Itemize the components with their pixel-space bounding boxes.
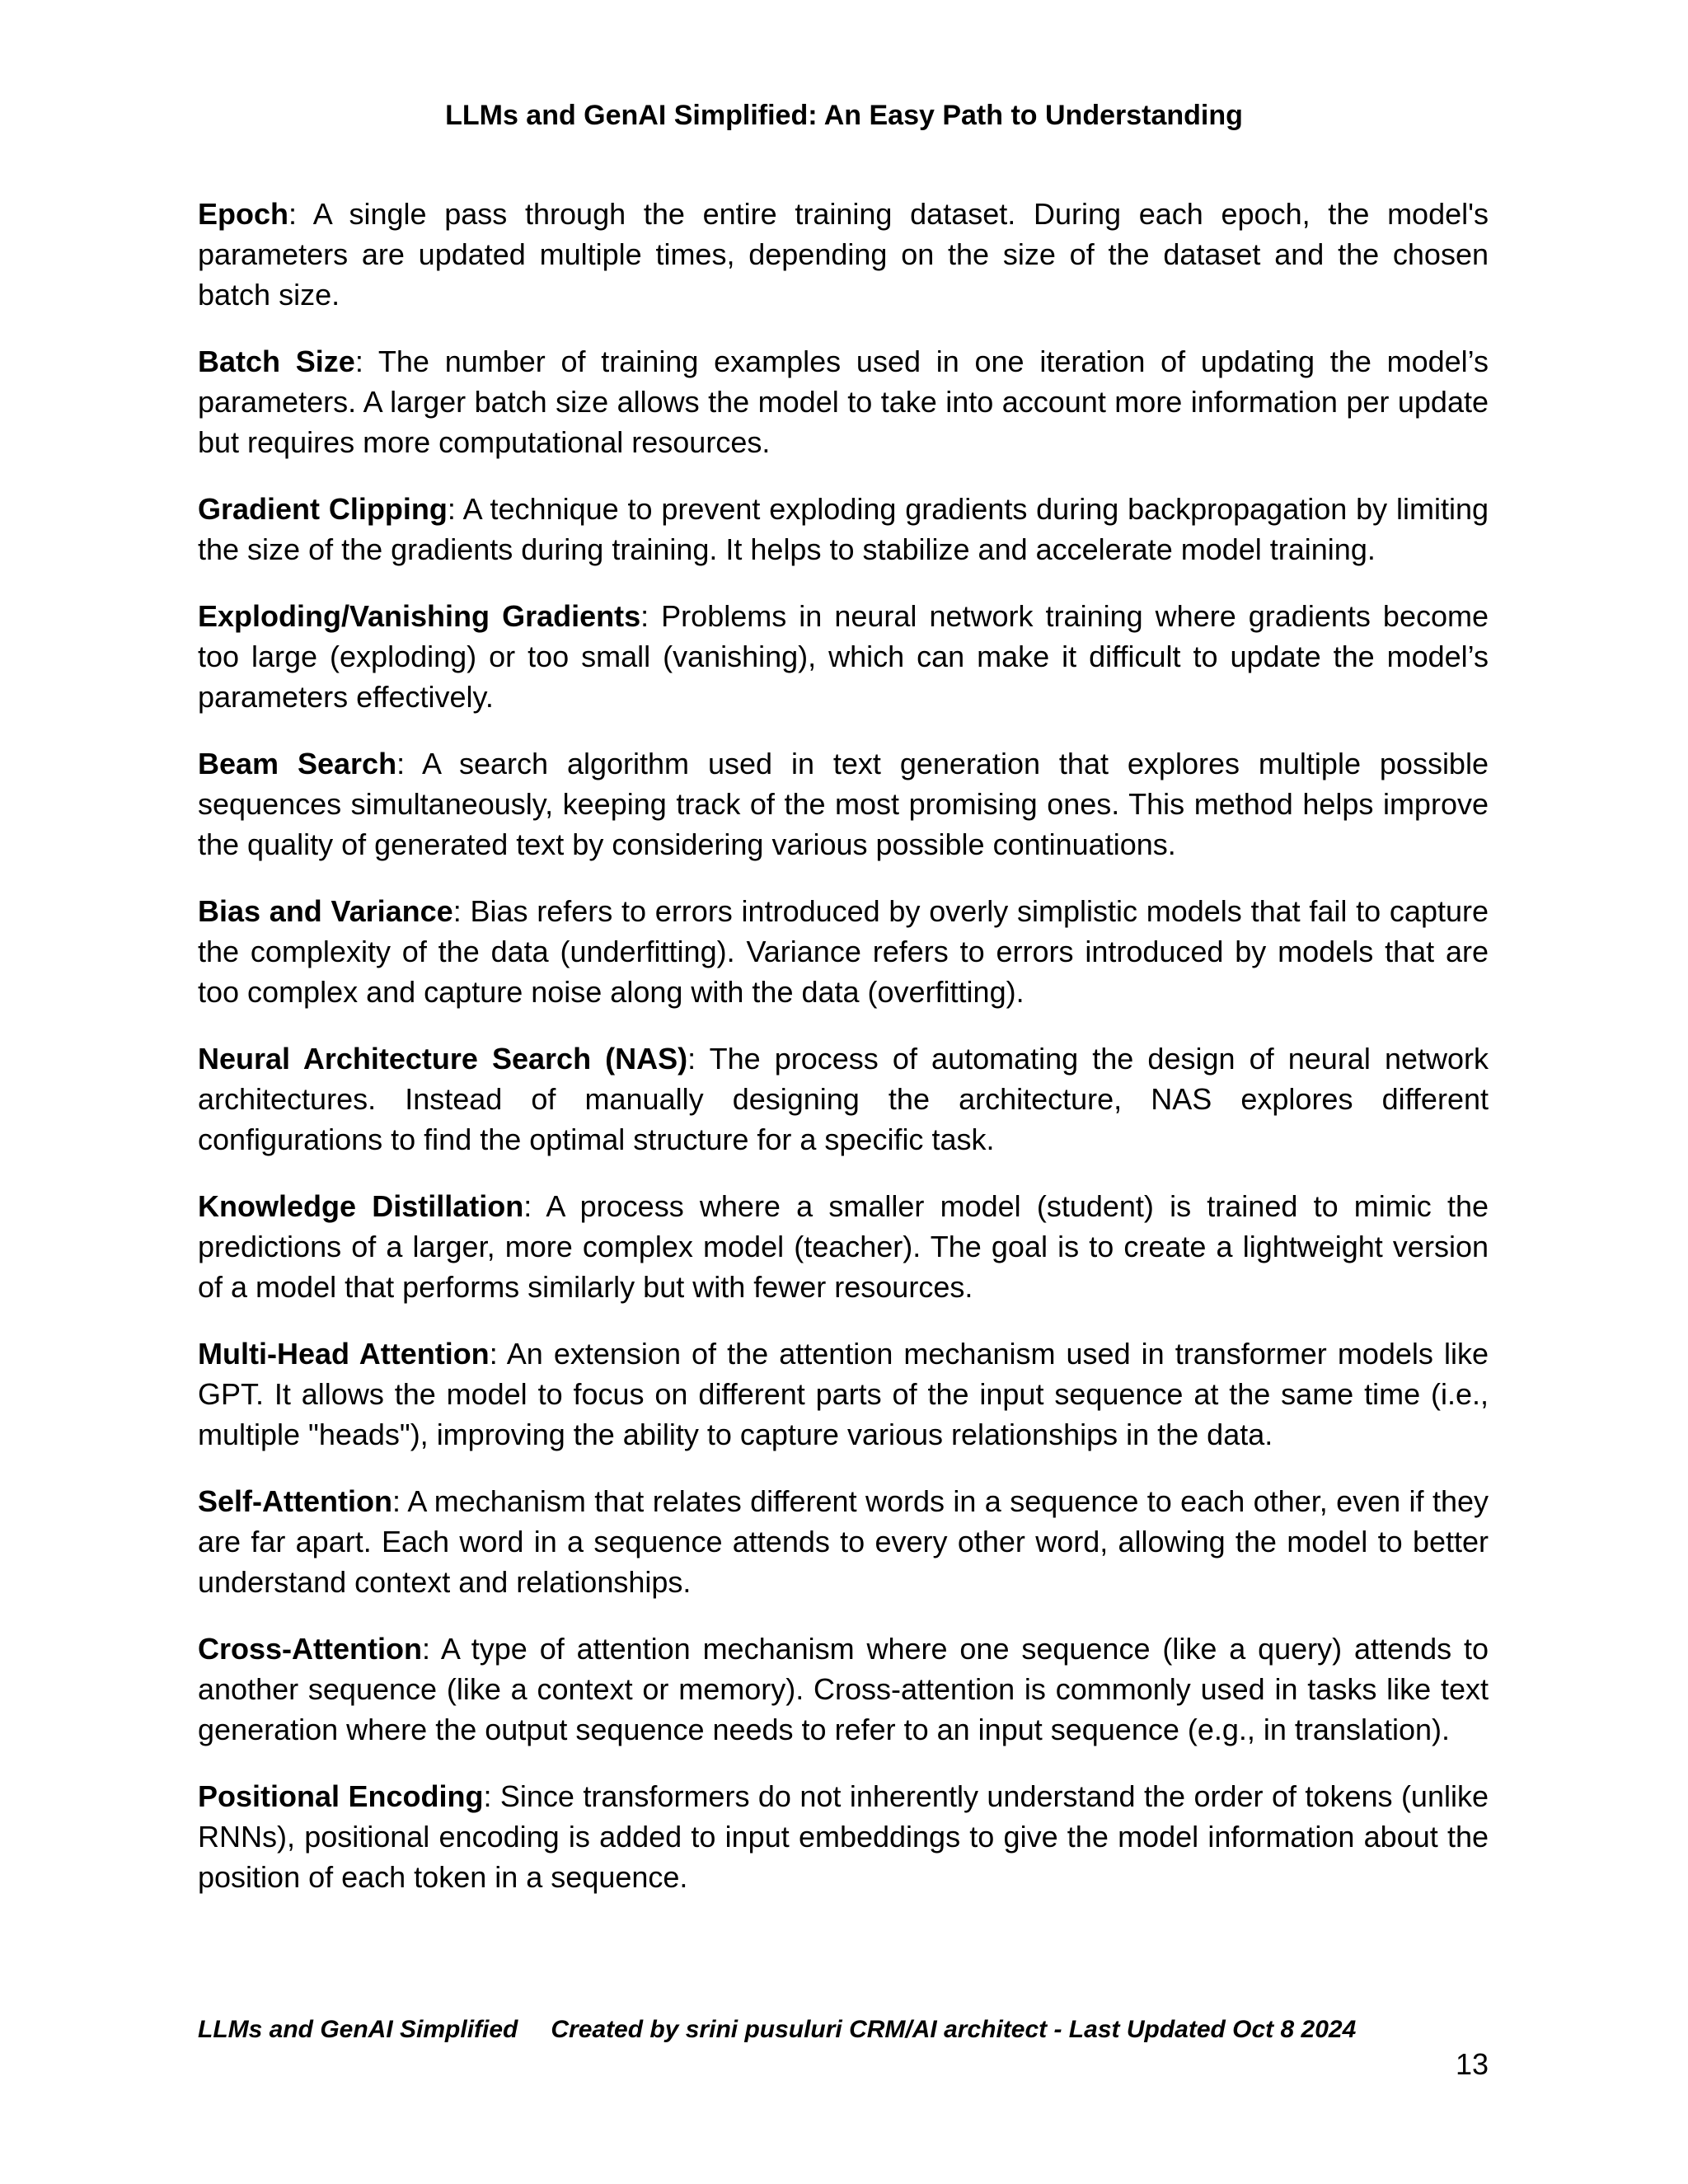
glossary-term: Cross-Attention [198,1632,422,1666]
glossary-entry-positional-encoding [198,1776,1489,1897]
glossary-entry-cross-attention [198,1629,1489,1750]
glossary-entry-knowledge-distillation [198,1186,1489,1307]
glossary-term: Neural Architecture Search (NAS) [198,1042,688,1076]
glossary-entry-beam-search [198,743,1489,865]
glossary-definition: : A technique to prevent exploding gradients during backpropagation by limiting the size of the gradients during training. It helps to stabilize and accelerate model training. [198,492,1489,566]
glossary-entry-multi-head-attention [198,1333,1489,1455]
glossary-definition: : A mechanism that relates different words in a sequence to each other, even if they are far apart. Each word in a sequence attends to every other word, allowing the model to better understand context and relationships. [198,1484,1489,1599]
glossary-definition: : An extension of the attention mechanism used in transformer models like GPT. It allows the model to focus on different parts of the input sequence at the same time (i.e., multiple "heads"), improving the ability to capture various relationships in the data. [198,1337,1489,1451]
glossary-term: Self-Attention [198,1484,392,1518]
glossary-definition: : The number of training examples used in one iteration of updating the model’s parameters. A larger batch size allows the model to take into account more information per update but requires more computational resources. [198,344,1489,459]
glossary-definition: : A process where a smaller model (student) is trained to mimic the predictions of a larger, more complex model (teacher). The goal is to create a lightweight version of a model that performs similarly but with fewer resources. [198,1189,1489,1304]
glossary-term: Epoch [198,197,289,231]
glossary-entry-exploding-vanishing-gradients [198,596,1489,717]
glossary-definition: : The process of automating the design of neural network architectures. Instead of manually designing the architecture, NAS explores different configurations to find the optimal structure for a specific task. [198,1042,1489,1156]
page-footer [198,2013,1356,2046]
glossary-entry-gradient-clipping [198,489,1489,569]
glossary-term: Batch Size [198,344,355,378]
glossary-content [198,194,1489,1924]
glossary-term: Multi-Head Attention [198,1337,490,1371]
glossary-definition: : Since transformers do not inherently understand the order of tokens (unlike RNNs), positional encoding is added to input embeddings to give the model information about the position of each token in a sequence. [198,1779,1489,1894]
glossary-term: Knowledge Distillation [198,1189,524,1223]
glossary-entry-self-attention [198,1481,1489,1602]
glossary-entry-neural-architecture-search [198,1038,1489,1160]
glossary-term: Exploding/Vanishing Gradients [198,599,641,633]
glossary-definition: : Bias refers to errors introduced by overly simplistic models that fail to capture the complexity of the data (underfitting). Variance refers to errors introduced by models that are too complex and capture noise along with the data (overfitting). [198,894,1489,1009]
glossary-definition: : Problems in neural network training where gradients become too large (exploding) or too small (vanishing), which can make it difficult to update the model’s parameters effectively. [198,599,1489,714]
glossary-term: Gradient Clipping [198,492,448,526]
glossary-term: Beam Search [198,747,397,780]
document-title: LLMs and GenAI Simplified: An Easy Path to Understanding [445,100,1243,131]
glossary-definition: : A search algorithm used in text generation that explores multiple possible sequences simultaneously, keeping track of the most promising ones. This method helps improve the quality of generated text by considering various possible continuations. [198,747,1489,861]
glossary-term: Positional Encoding [198,1779,484,1813]
glossary-term: Bias and Variance [198,894,453,928]
glossary-definition: : A single pass through the entire training dataset. During each epoch, the model's parameters are updated multiple times, depending on the size of the dataset and the chosen batch size. [198,197,1489,312]
footer-book-title: LLMs and GenAI Simplified [198,2016,518,2043]
glossary-entry-bias-and-variance [198,891,1489,1012]
page-header [0,97,1688,134]
footer-credit: Created by srini pusuluri CRM/AI architect - Last Updated Oct 8 2024 [551,2016,1357,2043]
page-number: 13 [1455,2047,1489,2081]
glossary-entry-epoch [198,194,1489,315]
glossary-definition: : A type of attention mechanism where one sequence (like a query) attends to another sequence (like a context or memory). Cross-attention is commonly used in tasks like text generation where the output sequence needs to refer to an input sequence (e.g., in translation). [198,1632,1489,1746]
glossary-entry-batch-size [198,341,1489,462]
